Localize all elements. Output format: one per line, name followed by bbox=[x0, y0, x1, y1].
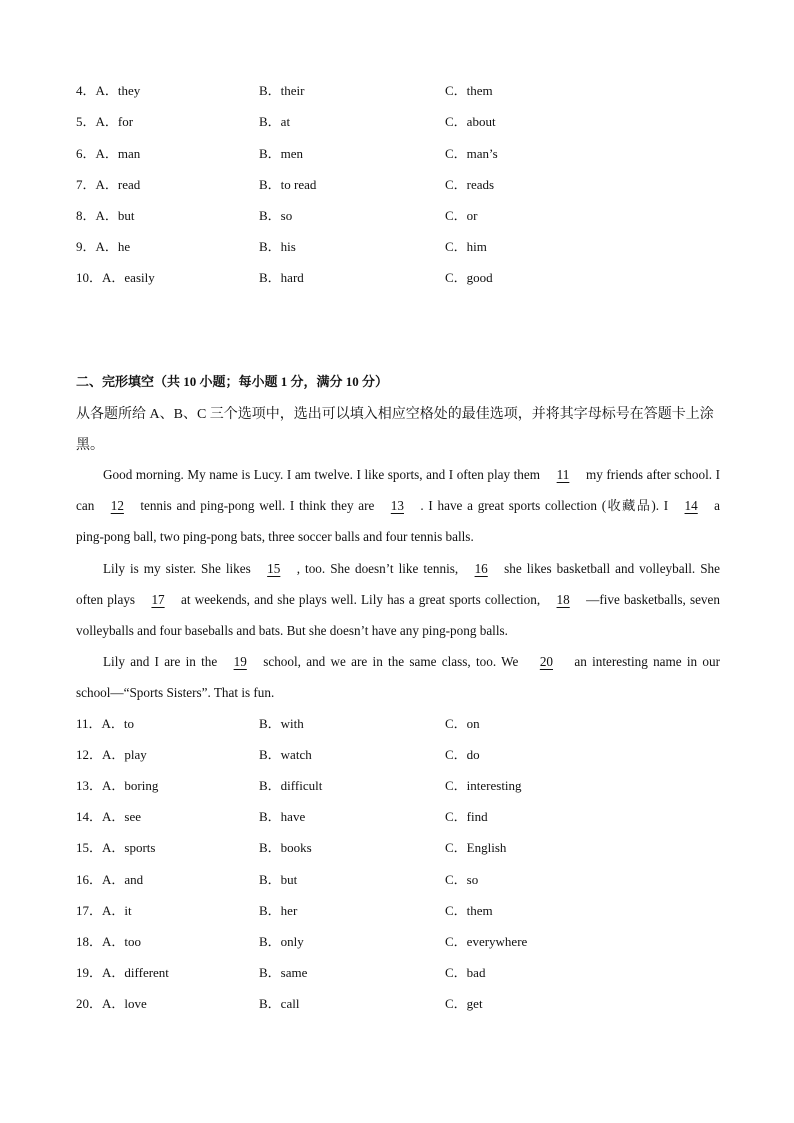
option-c: C．so bbox=[445, 872, 479, 887]
option-c: C．them bbox=[445, 83, 493, 98]
option-c: C．on bbox=[445, 716, 480, 731]
question-number: 12． bbox=[76, 747, 103, 762]
question-number: 13． bbox=[76, 778, 103, 793]
question-number: 7． bbox=[76, 177, 96, 192]
option-a: 6．A．man bbox=[76, 146, 141, 161]
option-b: B．but bbox=[259, 872, 298, 887]
question-number: 19． bbox=[76, 965, 103, 980]
option-row-13 bbox=[76, 776, 726, 796]
option-row-4 bbox=[76, 81, 726, 101]
option-row-8 bbox=[76, 206, 726, 226]
blank-12: 12 bbox=[110, 498, 124, 513]
option-b: B．call bbox=[259, 996, 300, 1011]
option-row-19 bbox=[76, 963, 726, 983]
option-a: 10．A．easily bbox=[76, 270, 155, 285]
question-number: 10． bbox=[76, 270, 103, 285]
option-a: 7．A．read bbox=[76, 177, 141, 192]
option-c: C．interesting bbox=[445, 778, 522, 793]
option-row-6 bbox=[76, 144, 726, 164]
option-c: C．or bbox=[445, 208, 478, 223]
option-a: 4．A．they bbox=[76, 83, 141, 98]
question-number: 11． bbox=[76, 716, 102, 731]
option-b: B．books bbox=[259, 840, 312, 855]
option-c: C．English bbox=[445, 840, 507, 855]
option-row-12 bbox=[76, 745, 726, 765]
option-a: 19．A．different bbox=[76, 965, 169, 980]
option-a: 8．A．but bbox=[76, 208, 135, 223]
option-a: 16．A．and bbox=[76, 872, 144, 887]
option-b: B．her bbox=[259, 903, 298, 918]
option-row-18 bbox=[76, 932, 726, 952]
question-number: 20． bbox=[76, 996, 103, 1011]
option-row-9 bbox=[76, 237, 726, 257]
option-c: C．him bbox=[445, 239, 487, 254]
question-number: 18． bbox=[76, 934, 103, 949]
option-c: C．about bbox=[445, 114, 496, 129]
option-b: B．same bbox=[259, 965, 308, 980]
option-a: 12．A．play bbox=[76, 747, 147, 762]
option-b: B．his bbox=[259, 239, 296, 254]
question-number: 14． bbox=[76, 809, 103, 824]
passage-paragraph-2: Lily is my sister. She likes 15 , too. She doesn’t like tennis, 16 she likes basketball and volleyball. She often plays 17 at weekends, and she plays well. Lily has a great sports collection, 18 —five basketballs, seven volleyballs and four baseballs and bats. But she doesn’t have any ping-pong balls. bbox=[76, 553, 720, 646]
option-a: 14．A．see bbox=[76, 809, 142, 824]
passage-paragraph-1: Good morning. My name is Lucy. I am twelve. I like sports, and I often play them 11 my friends after school. I can 12 tennis and ping-pong well. I think they are 13 . I have a great sports collection (收藏品). I 14 a ping-pong ball, two ping-pong bats, three soccer balls and four tennis balls. bbox=[76, 459, 720, 552]
option-b: B．difficult bbox=[259, 778, 323, 793]
option-c: C．reads bbox=[445, 177, 495, 192]
option-a: 18．A．too bbox=[76, 934, 142, 949]
option-c: C．good bbox=[445, 270, 493, 285]
option-row-11 bbox=[76, 714, 726, 734]
option-row-16 bbox=[76, 870, 726, 890]
option-row-7 bbox=[76, 175, 726, 195]
question-number: 6． bbox=[76, 146, 96, 161]
question-number: 5． bbox=[76, 114, 96, 129]
blank-17: 17 bbox=[151, 592, 165, 607]
blank-19: 19 bbox=[233, 654, 247, 669]
question-number: 9． bbox=[76, 239, 96, 254]
question-number: 8． bbox=[76, 208, 96, 223]
option-a: 13．A．boring bbox=[76, 778, 159, 793]
option-row-20 bbox=[76, 994, 726, 1014]
option-a: 9．A．he bbox=[76, 239, 131, 254]
question-number: 15． bbox=[76, 840, 103, 855]
question-number: 4． bbox=[76, 83, 96, 98]
option-a: 11．A．to bbox=[76, 716, 135, 731]
option-b: B．men bbox=[259, 146, 304, 161]
option-c: C．man’s bbox=[445, 146, 498, 161]
option-row-14 bbox=[76, 807, 726, 827]
blank-14: 14 bbox=[684, 498, 698, 513]
question-number: 17． bbox=[76, 903, 103, 918]
option-a: 5．A．for bbox=[76, 114, 134, 129]
option-b: B．at bbox=[259, 114, 291, 129]
passage-paragraph-3: Lily and I are in the 19 school, and we are in the same class, too. We 20 an interesting name in our school—“Sports Sisters”. That is fun. bbox=[76, 646, 720, 708]
option-b: B．have bbox=[259, 809, 306, 824]
option-c: C．them bbox=[445, 903, 493, 918]
option-b: B．so bbox=[259, 208, 293, 223]
option-b: B．watch bbox=[259, 747, 312, 762]
option-c: C．everywhere bbox=[445, 934, 528, 949]
option-b: B．to read bbox=[259, 177, 317, 192]
option-row-15 bbox=[76, 838, 726, 858]
blank-16: 16 bbox=[474, 561, 488, 576]
blank-18: 18 bbox=[556, 592, 570, 607]
option-a: 20．A．love bbox=[76, 996, 147, 1011]
blank-13: 13 bbox=[390, 498, 404, 513]
option-row-17 bbox=[76, 901, 726, 921]
blank-20: 20 bbox=[539, 654, 554, 669]
option-b: B．with bbox=[259, 716, 304, 731]
blank-15: 15 bbox=[267, 561, 281, 576]
option-a: 17．A．it bbox=[76, 903, 132, 918]
option-b: B．only bbox=[259, 934, 304, 949]
option-row-10 bbox=[76, 268, 726, 288]
option-c: C．get bbox=[445, 996, 483, 1011]
question-number: 16． bbox=[76, 872, 103, 887]
section-heading: 二、完形填空（共 10 小题；每小题 1 分，满分 10 分） bbox=[76, 374, 389, 389]
option-b: B．their bbox=[259, 83, 305, 98]
section-instruction: 从各题所给 A、B、C 三个选项中，选出可以填入相应空格处的最佳选项，并将其字母标号在答题卡上涂黑。 bbox=[76, 407, 714, 453]
option-c: C．bad bbox=[445, 965, 486, 980]
blank-11: 11 bbox=[556, 467, 570, 482]
option-c: C．do bbox=[445, 747, 480, 762]
option-row-5 bbox=[76, 112, 726, 132]
option-c: C．find bbox=[445, 809, 488, 824]
option-b: B．hard bbox=[259, 270, 304, 285]
option-a: 15．A．sports bbox=[76, 840, 156, 855]
